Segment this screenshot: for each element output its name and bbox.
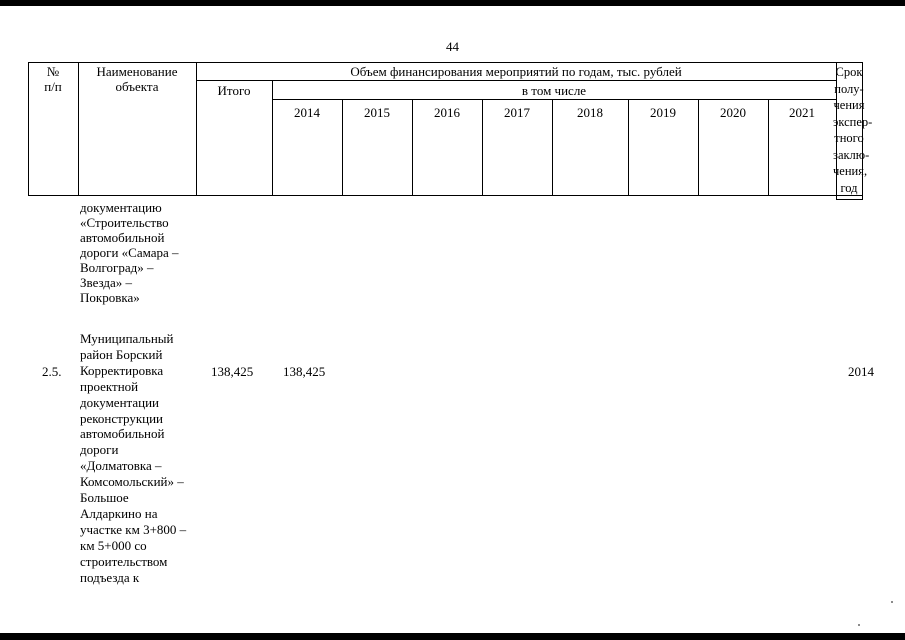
row-1-name: документацию «Строительство автомобильной дороги «Самара – Волгоград» – Звезда» – Покровка» — [80, 200, 179, 305]
row-2-name: Муниципальный район Борский Корректировка проектной документации реконструкции автомобильной дороги «Долматовка – Комсомольский» – Большое Алдаркино на участке км 3+800 – км 5+000 со строительством подъезда к — [80, 331, 187, 585]
scan-speck — [891, 601, 893, 603]
header-year-2016: 2016 — [434, 105, 460, 120]
row-2-num: 2.5. — [42, 364, 62, 379]
header-year-2019: 2019 — [650, 105, 676, 120]
header-year-2017: 2017 — [504, 105, 530, 120]
header-funding: Объем финансирования мероприятий по годам, тыс. рублей — [350, 64, 682, 79]
scan-speck — [858, 624, 860, 626]
header-year-2018: 2018 — [577, 105, 603, 120]
top-border — [0, 0, 905, 6]
header-year-2021: 2021 — [789, 105, 815, 120]
page-number: 44 — [446, 39, 459, 54]
row-2-2014: 138,425 — [283, 364, 326, 379]
header-year-2020: 2020 — [720, 105, 746, 120]
row-2-total: 138,425 — [211, 364, 254, 379]
header-name: Наименование объекта — [96, 64, 178, 94]
header-total: Итого — [217, 83, 251, 98]
header-year-2014: 2014 — [294, 105, 320, 120]
row-2-deadline: 2014 — [848, 364, 874, 379]
bottom-border — [0, 633, 905, 640]
header-num: № п/п — [44, 64, 62, 94]
header-year-2015: 2015 — [364, 105, 390, 120]
header-including: в том числе — [521, 83, 587, 98]
header-deadline: Срок полу- чения экспер- тного заклю- чения, год — [833, 65, 873, 195]
